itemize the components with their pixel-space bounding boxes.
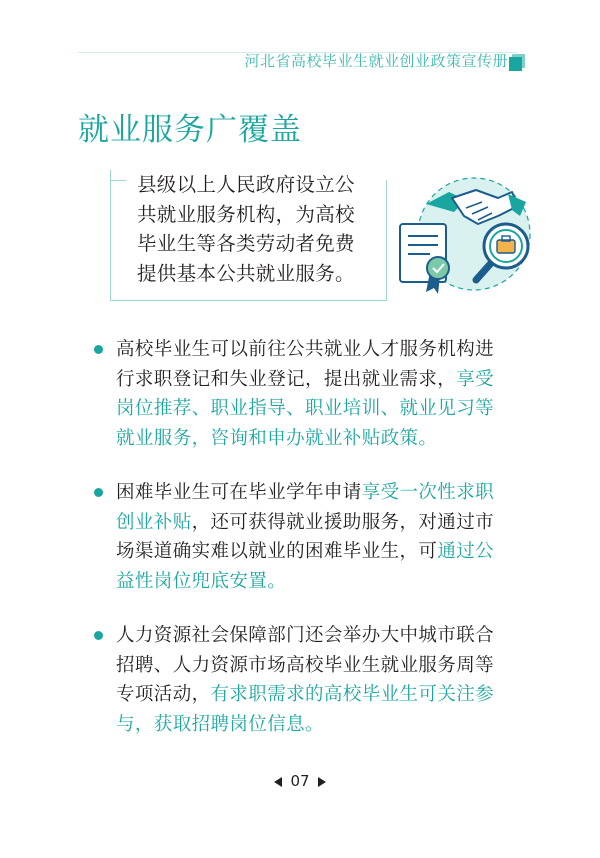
page-number (0, 772, 600, 790)
intro-box (110, 170, 387, 301)
page-number-value: 07 (290, 772, 310, 790)
certificate-badge-icon (426, 257, 449, 294)
bullet-list (92, 335, 512, 764)
triangle-right-icon (318, 777, 326, 787)
book-icon (509, 54, 525, 71)
bullet-text: 高校毕业生可以前往公共就业人才服务机构进行求职登记和失业登记，提出就业需求， (116, 339, 495, 390)
bullet-highlight: 有求职需求的高校毕业生可关注参与，获取招聘岗位信息。 (116, 684, 495, 735)
bullet-text: ，还可获得就业援助服务，对通过市场渠道确实难以就业的困难毕业生，可 (116, 511, 495, 562)
triangle-left-icon (274, 777, 282, 787)
bullet-text: 人力资源社会保障部门还会举办大中城市联合招聘、人力资源市场高校毕业生就业服务周等专项活动， (116, 625, 495, 705)
bullet-highlight: 享受岗位推荐、职业指导、职业培训、就业见习等就业服务，咨询和申办就业补贴政策。 (116, 368, 495, 449)
bullet-highlight: 享受一次性求职创业补贴 (116, 482, 495, 533)
list-item (92, 478, 512, 596)
bullet-dot-icon (94, 345, 103, 354)
page-title: 就业服务广覆盖 (78, 112, 302, 148)
bullet-text: 困难毕业生可在毕业学年申请 (116, 482, 362, 503)
list-item (92, 335, 512, 453)
bullet-dot-icon (94, 488, 103, 497)
bullet-dot-icon (94, 631, 103, 640)
intro-text: 县级以上人民政府设立公共就业服务机构，为高校毕业生等各类劳动者免费提供基本公共就业服务。 (137, 173, 355, 285)
bullet-highlight: 通过公益性岗位兜底安置。 (116, 541, 495, 592)
service-illustration (394, 172, 544, 300)
header-title: 河北省高校毕业生就业创业政策宣传册 (244, 52, 508, 70)
list-item (92, 621, 512, 739)
